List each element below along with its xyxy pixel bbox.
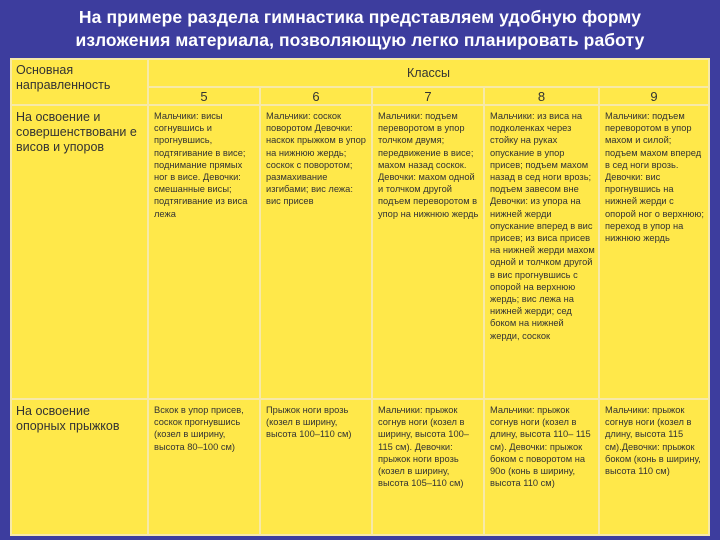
grade-6: 6 [260, 87, 372, 105]
row-direction: На освоение и совершенствовани е висов и упоров [11, 105, 148, 399]
table-cell: Мальчики: соскок поворотом Девочки: наскок прыжком в упор на нижнюю жердь; соскок с поворотом; размахивание изгибами; вис лежа: вис присев [260, 105, 372, 399]
header-direction: Основная направленность [11, 59, 148, 105]
table-cell: Мальчики: из виса на подколенках через стойку на руках опускание в упор присев; подъем махом назад в сед ноги врозь; подъем завесом вне Девочки: из упора на нижней жерди опускание вперед в вис присев; из виса присев на нижней жерди махом одной и толчком другой в вис прогнувшись с опорой на верхнюю жердь; вис лежа на нижней жерди; сед боком на нижней жерди, соскок [484, 105, 599, 399]
slide-title [0, 6, 720, 52]
gymnastics-plan-table [10, 58, 710, 536]
slide-title-line-2: изложения материала, позволяющую легко планировать работу [75, 30, 645, 50]
grade-9: 9 [599, 87, 709, 105]
table-cell: Мальчики: прыжок согнув ноги (козел в ширину, высота 100–115 см). Девочки: прыжок ноги врозь (козел в ширину, высота 105–110 см) [372, 399, 484, 535]
table-cell: Мальчики: прыжок согнув ноги (козел в длину, высота 115 см).Девочки: прыжок боком (конь в ширину, высота 110 см) [599, 399, 709, 535]
table-row-vaults [11, 399, 709, 535]
table-cell: Прыжок ноги врозь (козел в ширину, высота 100–110 см) [260, 399, 372, 535]
header-row [11, 59, 709, 87]
header-classes: Классы [148, 59, 709, 87]
table-cell: Мальчики: прыжок согнув ноги (козел в длину, высота 110– 115 см). Девочки: прыжок боком с поворотом на 90о (конь в ширину, высота 110 см) [484, 399, 599, 535]
table-cell: Мальчики: подъем переворотом в упор толчком двумя; передвижение в висе; махом назад соскок. Девочки: махом одной и толчком другой подъем переворотом в упор на нижнюю жердь [372, 105, 484, 399]
slide-title-line-1: На примере раздела гимнастика представляем удобную форму [78, 7, 642, 27]
table-row-hangs-supports [11, 105, 709, 399]
table-cell: Вскок в упор присев, соскок прогнувшись (козел в ширину, высота 80–100 см) [148, 399, 260, 535]
grade-7: 7 [372, 87, 484, 105]
table-cell: Мальчики: висы согнувшись и прогнувшись, подтягивание в висе; поднимание прямых ног в висе. Девочки: смешанные висы; подтягивание из виса лежа [148, 105, 260, 399]
grade-8: 8 [484, 87, 599, 105]
row-direction: На освоение опорных прыжков [11, 399, 148, 535]
table-cell: Мальчики: подъем переворотом в упор махом и силой; подъем махом вперед в сед ноги врозь. Девочки: вис прогнувшись на нижней жерди с опорой ног о верхнюю; переход в упор на нижнюю жердь [599, 105, 709, 399]
grade-5: 5 [148, 87, 260, 105]
